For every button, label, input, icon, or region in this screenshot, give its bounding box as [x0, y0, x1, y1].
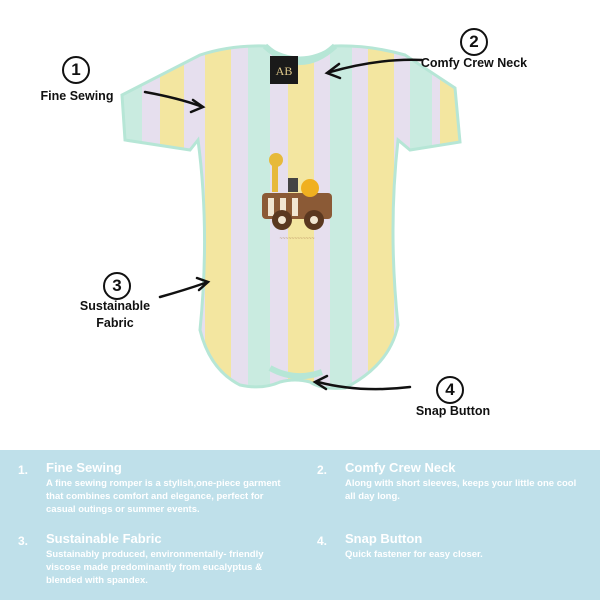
svg-text:~~~~~~~~~~~~: ~~~~~~~~~~~~ [279, 236, 315, 242]
feature-2-title: Comfy Crew Neck [345, 460, 456, 475]
callout-2-number: 2 [460, 28, 488, 56]
feature-3-title: Sustainable Fabric [46, 531, 162, 546]
callout-4-number: 4 [436, 376, 464, 404]
feature-4-description: Quick fastener for easy closer. [345, 549, 483, 560]
callout-2-label: Comfy Crew Neck [420, 56, 528, 70]
callout-3-label: Sustainable Fabric [79, 299, 151, 330]
feature-3-description: Sustainably produced, environmentally- friendly viscose made predominantly from eucalyptus & blended with spandex. [46, 549, 264, 586]
feature-1-index: 1. [18, 463, 29, 477]
feature-4-title: Snap Button [345, 531, 423, 546]
feature-3-index: 3. [18, 534, 29, 548]
feature-1-description: A fine sewing romper is a stylish,one-piece garment that combines comfort and elegance, perfect for casual outings or summer events. [46, 478, 281, 515]
callout-1-number: 1 [62, 56, 90, 84]
callout-4-label: Snap Button [415, 404, 491, 418]
callout-3-number: 3 [103, 272, 131, 300]
brand-label-text: AB [275, 64, 293, 78]
feature-2-description: Along with short sleeves, keeps your little one cool all day long. [345, 478, 577, 502]
callout-1-label: Fine Sewing [40, 89, 114, 103]
feature-1-title: Fine Sewing [46, 460, 122, 475]
feature-4-index: 4. [317, 534, 328, 548]
features-panel [0, 450, 600, 600]
feature-2-index: 2. [317, 463, 328, 477]
